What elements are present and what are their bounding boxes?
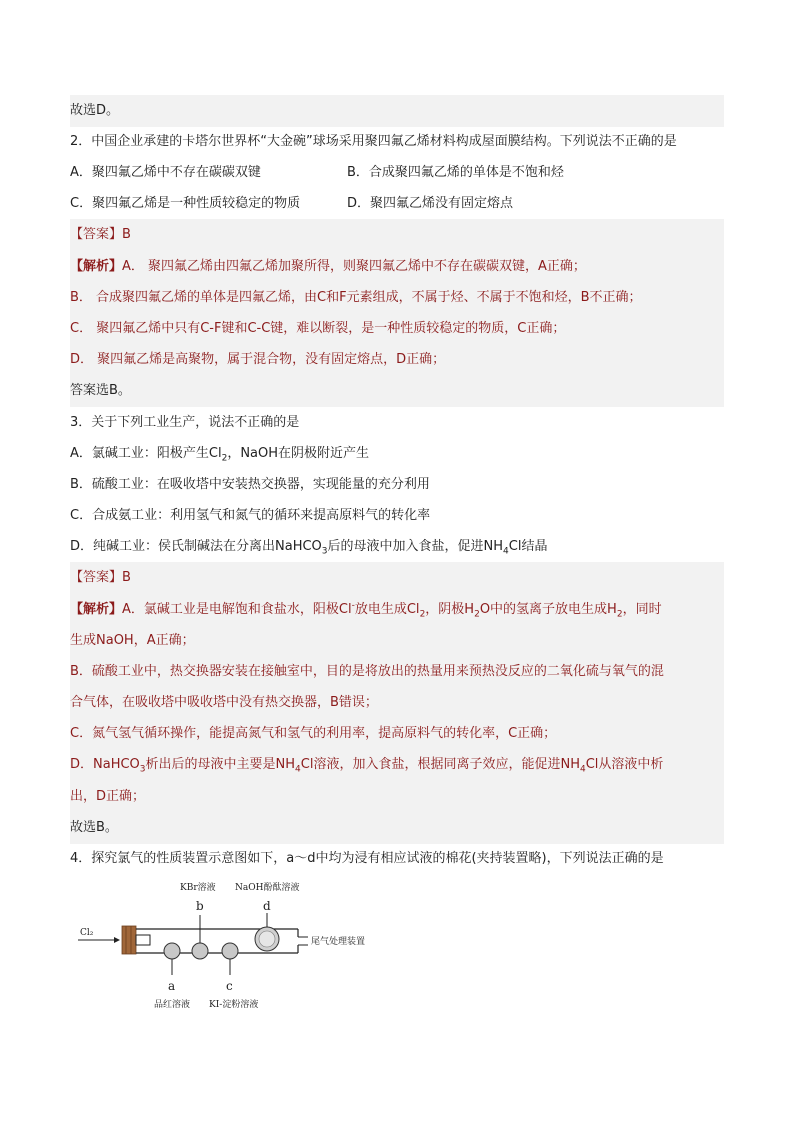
- q3-analysis-d2: 出，D正确；: [70, 781, 724, 813]
- reagent-b-label: KBr溶液: [180, 883, 216, 893]
- q4-stem: 4．探究氯气的性质装置示意图如下，a～d中均为浸有相应试液的棉花(夹持装置略)，下列说法正确的是: [70, 851, 664, 866]
- reagent-d-label: NaOH酚酞溶液: [235, 883, 300, 893]
- q2-analysis-b: B． 合成聚四氟乙烯的单体是四氟乙烯，由C和F元素组成，不属于烃、不属于不饱和烃，B不正确；: [70, 282, 724, 314]
- rubber-stopper: [122, 926, 136, 954]
- q2-conclusion: 答案选B。: [70, 375, 724, 407]
- q2-option-d: D．聚四氟乙烯没有固定熔点: [347, 196, 514, 211]
- q3-analysis-b2: 合气体，在吸收塔中吸收塔中没有热交换器，B错误；: [70, 687, 724, 719]
- q3-analysis-a2: 生成NaOH，A正确；: [70, 625, 724, 657]
- q2-answer: 【答案】B: [70, 219, 724, 251]
- reagent-a-label: 品红溶液: [154, 1000, 191, 1010]
- q2-analysis-a: 【解析】A． 聚四氟乙烯由四氟乙烯加聚所得，则聚四氟乙烯中不存在碳碳双键，A正确；: [70, 251, 724, 283]
- letter-a: a: [168, 979, 176, 993]
- chlorine-apparatus-diagram: [76, 880, 366, 1020]
- inlet-label: Cl₂: [80, 928, 94, 938]
- letter-b: b: [196, 899, 204, 913]
- q3-option-d: D．纯碱工业：侯氏制碱法在分离出NaHCO$_3$后的母液中加入食盐，促进$NH_4Cl$结晶: [70, 539, 548, 557]
- tail-gas-label: 尾气处理装置: [311, 937, 366, 947]
- cotton-c: [222, 943, 238, 959]
- q2-option-a: A．聚四氟乙烯中不存在碳碳双键: [70, 165, 261, 180]
- q2-option-c: C．聚四氟乙烯是一种性质较稳定的物质: [70, 196, 301, 211]
- letter-c: c: [226, 979, 233, 993]
- q3-stem: 3．关于下列工业生产，说法不正确的是: [70, 415, 300, 430]
- letter-d: d: [263, 899, 271, 913]
- inlet-tube: [136, 935, 150, 945]
- q2-options-row1: [70, 157, 564, 189]
- q2-stem: 2．中国企业承建的卡塔尔世界杯“大金碗”球场采用聚四氟乙烯材料构成屋面膜结构。下列说法不正确的是: [70, 134, 677, 149]
- q3-answer: 【答案】B: [70, 562, 724, 594]
- q2-option-b: B．合成聚四氟乙烯的单体是不饱和烃: [347, 165, 564, 180]
- q3-analysis-b1: B．硫酸工业中，热交换器安装在接触室中，目的是将放出的热量用来预热没反应的二氧化硫与氧气的混: [70, 656, 724, 688]
- cotton-d-inner: [259, 931, 275, 947]
- q2-options-row2: [70, 188, 514, 220]
- q3-option-b: B．硫酸工业：在吸收塔中安装热交换器，实现能量的充分利用: [70, 477, 430, 492]
- reagent-c-label: KI-淀粉溶液: [209, 1000, 259, 1010]
- q3-analysis-d1: D．NaHCO$_3$析出后的母液中主要是$NH_4Cl$溶液，加入食盐，根据同离子效应，能促进$NH_4Cl$从溶液中析: [70, 749, 724, 781]
- q2-analysis-c: C． 聚四氟乙烯中只有C-F键和C-C键，难以断裂，是一种性质较稳定的物质，C正确；: [70, 313, 724, 345]
- q1-conclusion: 故选D。: [70, 95, 724, 127]
- q2-analysis-d: D． 聚四氟乙烯是高聚物，属于混合物，没有固定熔点，D正确；: [70, 344, 724, 376]
- q3-analysis-c: C．氮气氢气循环操作，能提高氮气和氢气的利用率，提高原料气的转化率，C正确；: [70, 718, 724, 750]
- q3-analysis-a1: 【解析】A．氯碱工业是电解饱和食盐水，阳极Cl-放电生成$Cl_2$，阴极$H_2O$中的氢离子放电生成$H_2$，同时: [70, 594, 724, 626]
- q3-option-a: A．氯碱工业：阳极产生$Cl_2$，NaOH在阴极附近产生: [70, 446, 370, 464]
- q3-conclusion: 故选B。: [70, 812, 724, 844]
- cotton-a: [164, 943, 180, 959]
- q3-option-c: C．合成氨工业：利用氢气和氮气的循环来提高原料气的转化率: [70, 508, 431, 523]
- inlet-arrow-head: [114, 937, 120, 943]
- cotton-b: [192, 943, 208, 959]
